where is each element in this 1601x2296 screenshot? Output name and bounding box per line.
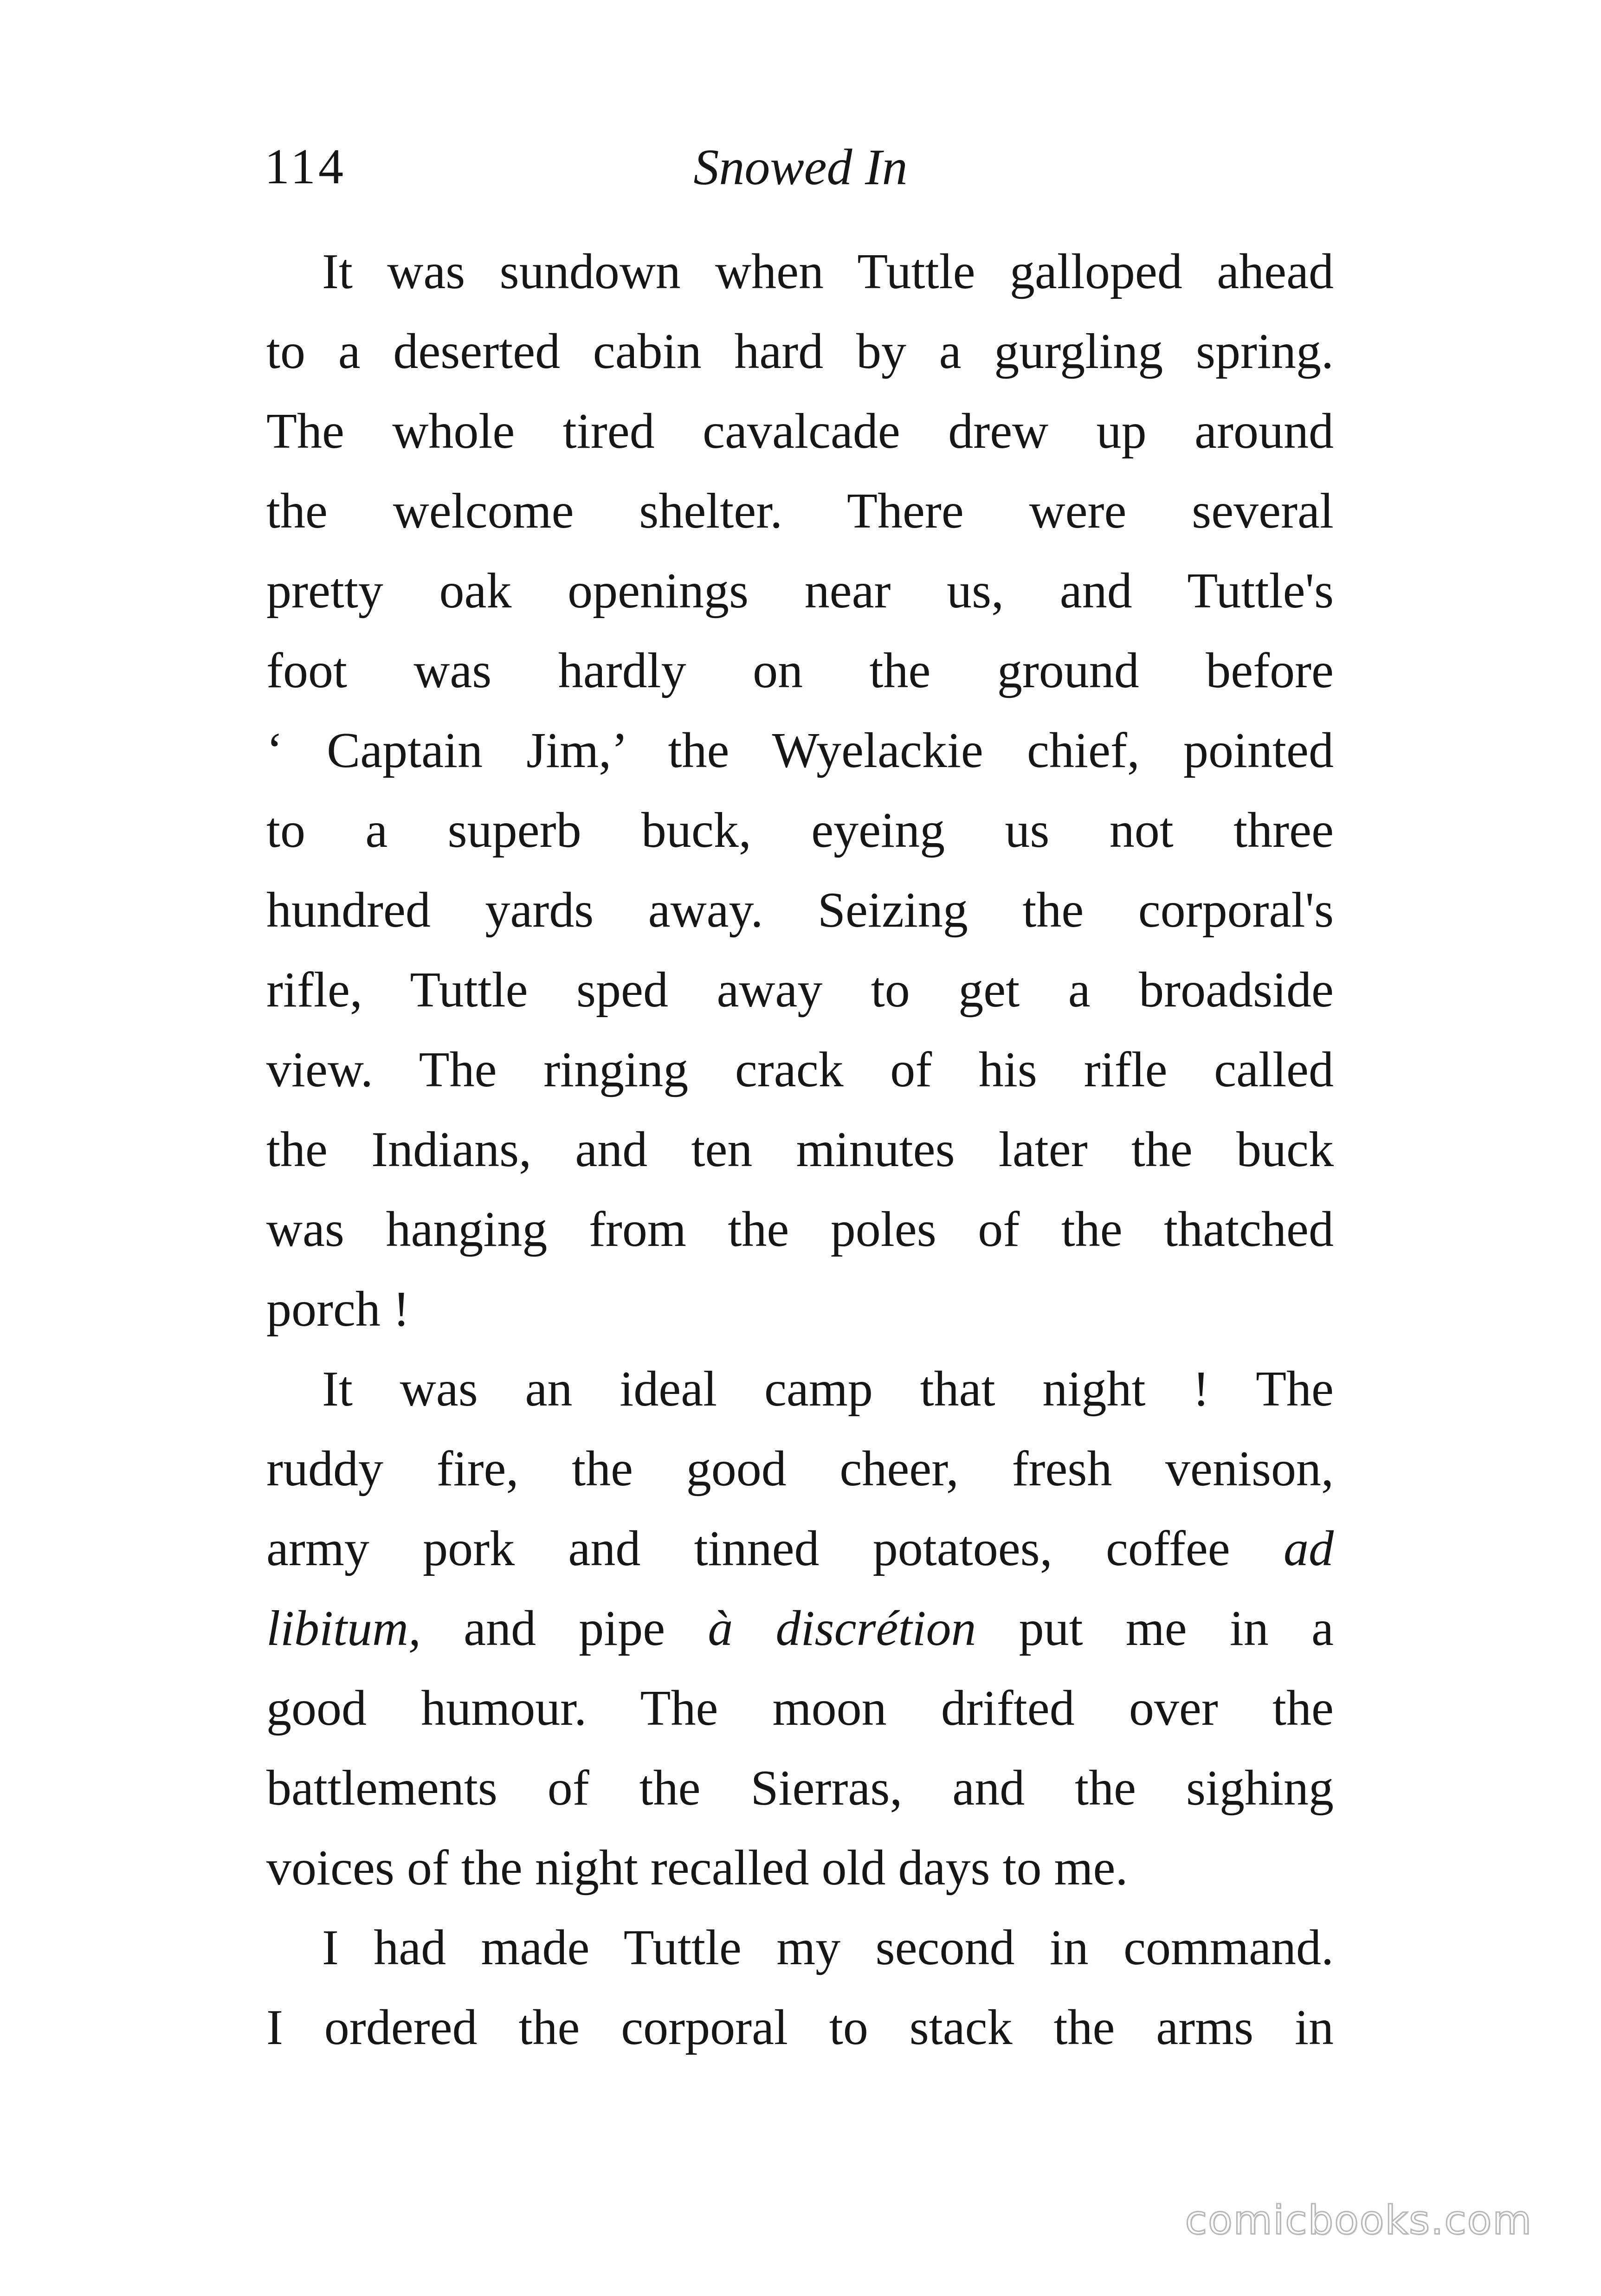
text-line: to a superb buck, eyeing us not three bbox=[266, 803, 1334, 858]
text-line: I ordered the corporal to stack the arms in bbox=[266, 2000, 1334, 2055]
text-line: the Indians, and ten minutes later the buck bbox=[266, 1122, 1334, 1177]
text-line: ‘ Captain Jim,’ the Wyelackie chief, pointed bbox=[266, 723, 1334, 778]
text-line: was hanging from the poles of the thatched bbox=[266, 1202, 1334, 1257]
paragraph-3 bbox=[266, 1908, 1334, 2068]
text-line bbox=[266, 1509, 1334, 1589]
text-line: hundred yards away. Seizing the corporal's bbox=[266, 883, 1334, 938]
page-number: 114 bbox=[265, 139, 346, 194]
text-line: I had made Tuttle my second in command. bbox=[322, 1920, 1334, 1975]
text-line: porch ! bbox=[266, 1282, 410, 1337]
paragraph-2 bbox=[266, 1349, 1334, 1908]
text-line: rifle, Tuttle sped away to get a broadside bbox=[266, 962, 1334, 1018]
italic-text: à discrétion bbox=[708, 1601, 976, 1656]
running-title: Snowed In bbox=[693, 139, 908, 195]
text-line: the welcome shelter. There were several bbox=[266, 484, 1334, 539]
text-run: army pork and tinned potatoes, coffee bbox=[266, 1521, 1284, 1576]
text-line: pretty oak openings near us, and Tuttle's bbox=[266, 563, 1334, 619]
text-line: foot was hardly on the ground before bbox=[266, 643, 1334, 698]
text-run: and pipe bbox=[421, 1601, 708, 1656]
text-line: to a deserted cabin hard by a gurgling spring. bbox=[266, 324, 1334, 379]
text-line bbox=[266, 1589, 1334, 1669]
text-line: voices of the night recalled old days to me. bbox=[266, 1840, 1128, 1896]
text-line: It was sundown when Tuttle galloped ahead bbox=[322, 244, 1334, 299]
text-line: battlements of the Sierras, and the sighing bbox=[266, 1761, 1334, 1816]
italic-text: ad bbox=[1284, 1521, 1334, 1576]
text-line: It was an ideal camp that night ! The bbox=[322, 1361, 1334, 1417]
italic-text: libitum, bbox=[266, 1601, 421, 1656]
text-run: put me in a bbox=[976, 1601, 1334, 1656]
paragraph-1 bbox=[266, 232, 1334, 1349]
text-line: good humour. The moon drifted over the bbox=[266, 1681, 1334, 1736]
body-text bbox=[266, 232, 1334, 2068]
watermark: comicbooks.com bbox=[1185, 2197, 1532, 2244]
text-line: The whole tired cavalcade drew up around bbox=[266, 404, 1334, 459]
text-line: view. The ringing crack of his rifle called bbox=[266, 1042, 1334, 1097]
text-line: ruddy fire, the good cheer, fresh venison, bbox=[266, 1441, 1334, 1496]
page-header bbox=[265, 135, 1336, 209]
